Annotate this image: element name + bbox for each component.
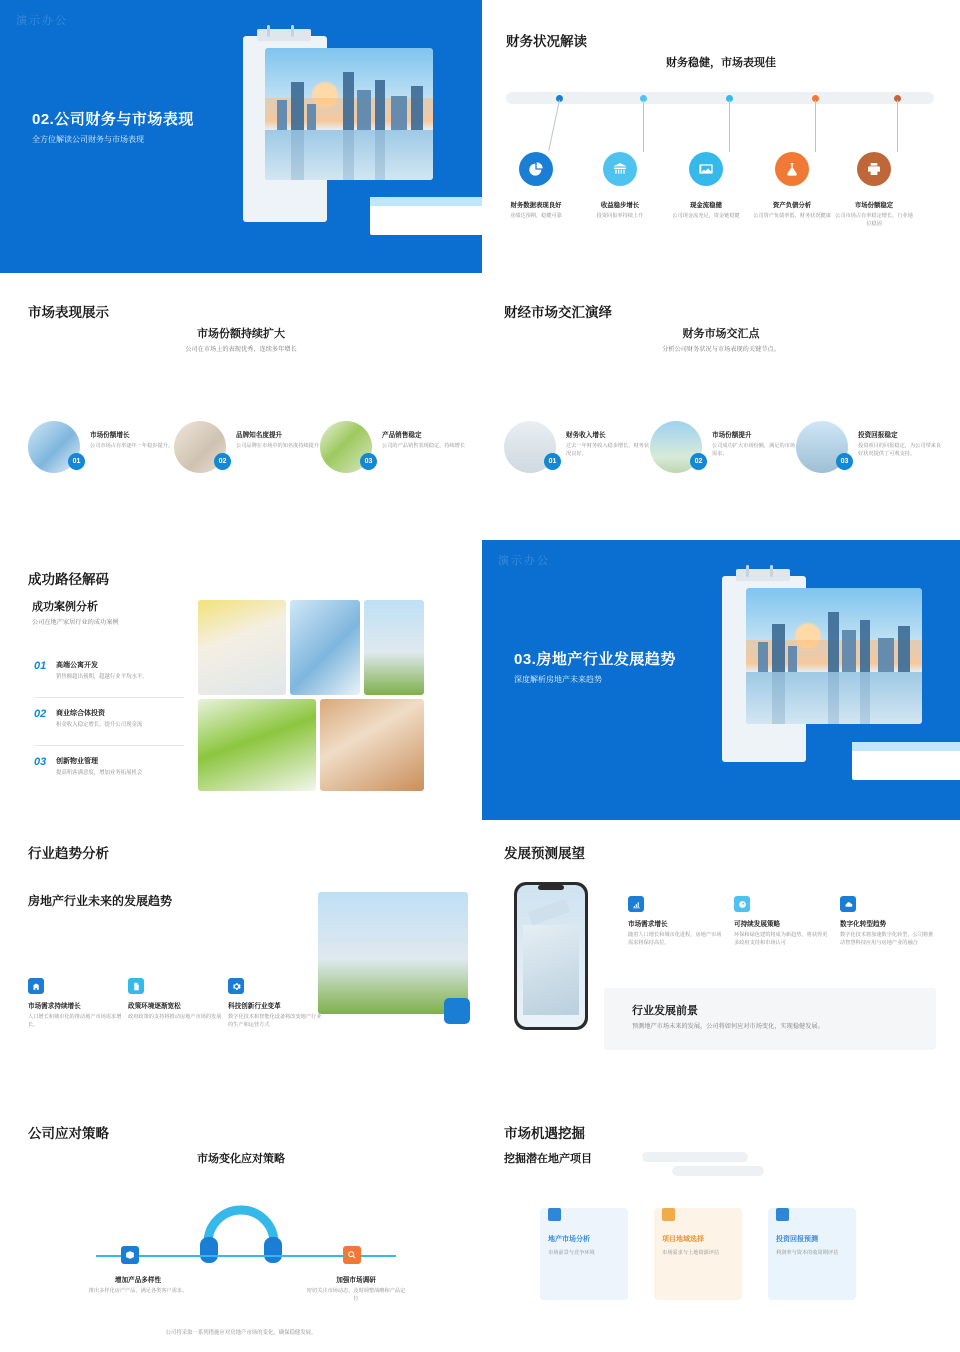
card-label: 项目地域选择 xyxy=(662,1236,704,1243)
item-label: 市场份额增长 xyxy=(90,432,130,439)
item-desc: 数字化技术将加速数字化转型，公司将推动智慧科技应用与房地产业的融合 xyxy=(840,932,934,947)
success-headline: 成功案例分析 xyxy=(32,601,98,613)
slide-market xyxy=(0,273,482,540)
card-desc: 市场需求与土地资源评估 xyxy=(662,1250,720,1256)
item-label: 增加产品多样性 xyxy=(114,1277,162,1284)
item-label: 市场需求持续增长 xyxy=(28,1003,81,1010)
row-label: 创新物业管理 xyxy=(56,758,98,765)
item-label: 品牌知名度提升 xyxy=(236,432,283,439)
chart-up-icon[interactable] xyxy=(628,896,644,912)
page-subtitle: 全方位解读公司财务与市场表现 xyxy=(32,135,144,144)
success-row xyxy=(34,756,184,777)
item-desc: 投资项目的回报稳定，为公司带来良好状况提供了可观支持。 xyxy=(858,443,942,458)
item-label: 财务收入增长 xyxy=(566,432,606,439)
item-label: 收益稳步增长 xyxy=(600,202,640,209)
market-sub: 公司在市场上的表现优秀，连续多年增长 xyxy=(185,346,297,353)
strategy-note: 公司将采取一系列措施应对房地产市场的变化，确保稳健发展。 xyxy=(165,1330,317,1336)
item-label: 产品销售稳定 xyxy=(382,432,422,439)
slide-trend xyxy=(0,820,482,1090)
card-label: 投资回报预测 xyxy=(776,1236,818,1243)
item-desc: 数字化技术和智能化设备将改变地产行业的生产和运营方式 xyxy=(228,1014,322,1029)
item-label: 市场需求增长 xyxy=(628,921,668,928)
search-icon[interactable] xyxy=(343,1246,361,1264)
photo-roller xyxy=(198,699,316,791)
panel-sub: 预测地产市场未来的发展，公司将如何应对市场变化，实现稳健发展。 xyxy=(632,1023,824,1030)
success-row xyxy=(34,660,184,681)
slide-financial xyxy=(482,0,960,273)
item-label: 市场份额稳定 xyxy=(854,202,894,209)
photo-building xyxy=(364,600,424,695)
decor-square xyxy=(444,998,470,1024)
item-desc: 公司品牌在市场中的知名度持续提升 xyxy=(236,443,320,449)
row-label: 高端公寓开发 xyxy=(56,662,98,669)
city-photo xyxy=(746,588,922,724)
printer-icon[interactable] xyxy=(857,152,891,186)
phone-mockup xyxy=(514,882,588,1030)
row-desc: 租金收入稳定增长，提升公司现金流 xyxy=(56,722,143,728)
item-desc: 公司市场占有率逐年一年稳步提升。 xyxy=(90,443,174,449)
converge-headline: 财务市场交汇点 xyxy=(682,328,760,340)
item-desc: 环保和绿色建筑将成为新趋势，将获得更多政府支持和市场认可 xyxy=(734,932,828,947)
cloud-icon[interactable] xyxy=(840,896,856,912)
card-tab xyxy=(776,1208,789,1221)
section-title: 财务状况解读 xyxy=(506,34,587,49)
trend-photo xyxy=(318,892,468,1014)
slide-cover-02 xyxy=(0,0,482,273)
financial-item xyxy=(581,200,659,220)
opportunity-card[interactable] xyxy=(654,1208,742,1300)
bank-icon[interactable] xyxy=(603,152,637,186)
item-number: 02 xyxy=(690,453,707,470)
slide-opportunity xyxy=(482,1090,960,1352)
card-desc: 市场前景与竞争环境 xyxy=(548,1250,595,1256)
item-label: 投资回报稳定 xyxy=(858,432,898,439)
row-number: 02 xyxy=(34,708,47,720)
slide-success xyxy=(0,540,482,820)
item-desc: 人口增长和城市化的推动地产市场需求增长。 xyxy=(28,1014,122,1029)
flask-icon[interactable] xyxy=(775,152,809,186)
card-desc: 利润率与资本的收周期评估 xyxy=(776,1250,839,1256)
item-desc: 公司的产品销售表现稳定，持续增长 xyxy=(382,443,466,449)
item-desc: 密切关注市场动态，及时调整战略和产品定位 xyxy=(306,1288,406,1303)
section-title: 市场机遇挖掘 xyxy=(504,1126,585,1141)
gear-icon[interactable] xyxy=(228,978,244,994)
item-desc: 政府政策的支持将推动房地产市场的发展 xyxy=(128,1014,222,1020)
financial-headline: 财务稳健，市场表现佳 xyxy=(666,57,776,69)
market-headline: 市场份额持续扩大 xyxy=(197,328,285,340)
photo-spiral xyxy=(320,699,424,791)
item-desc: 随着人口增长和城市化进程，房地产市场需求将保持高位。 xyxy=(628,932,722,947)
item-label: 科技创新行业变革 xyxy=(228,1003,281,1010)
page-title: 03.房地产行业发展趋势 xyxy=(514,651,676,668)
card-tab xyxy=(548,1208,561,1221)
item-desc: 公司现金流充足，资金链稳健 xyxy=(672,213,740,219)
strategy-headline: 市场变化应对策略 xyxy=(197,1153,285,1165)
cover-caption-card xyxy=(852,742,960,780)
cover-photo-stack xyxy=(722,570,922,780)
row-label: 商业综合体投资 xyxy=(56,710,105,717)
item-label: 现金流稳健 xyxy=(690,202,722,209)
item-desc: 投资回报率持续上升 xyxy=(596,213,644,219)
row-number: 03 xyxy=(34,756,47,768)
page-subtitle: 深度解析房地产未来趋势 xyxy=(514,675,602,684)
financial-item xyxy=(667,200,745,220)
box-icon[interactable] xyxy=(121,1246,139,1264)
city-photo xyxy=(265,48,433,180)
decor-pill xyxy=(672,1166,764,1176)
item-number: 01 xyxy=(68,453,85,470)
decor-pill xyxy=(642,1152,748,1162)
slide-forecast xyxy=(482,820,960,1090)
item-label: 政策环境逐渐宽松 xyxy=(128,1003,181,1010)
item-label: 资产负债分析 xyxy=(772,202,812,209)
item-number: 03 xyxy=(360,453,377,470)
forecast-panel xyxy=(604,988,936,1050)
item-number: 03 xyxy=(836,453,853,470)
success-sub: 公司在地产家居行业的成功案例 xyxy=(32,619,119,626)
item-label: 数字化转型趋势 xyxy=(840,921,887,928)
item-desc: 公司成功扩大市场份额，满足的市场需求。 xyxy=(712,443,796,458)
section-title: 公司应对策略 xyxy=(28,1126,109,1141)
image-icon[interactable] xyxy=(689,152,723,186)
item-number: 02 xyxy=(214,453,231,470)
opportunity-headline: 挖掘潜在地产项目 xyxy=(504,1153,592,1165)
item-label: 可持续发展策略 xyxy=(734,921,781,928)
financial-item xyxy=(753,200,831,220)
item-desc: 公司资产负债率低，财务状况健康 xyxy=(753,213,831,219)
cover-text-block xyxy=(32,108,194,145)
trend-headline: 房地产行业未来的发展趋势 xyxy=(28,894,173,908)
item-label: 财务数据表现良好 xyxy=(510,202,562,209)
section-title: 市场表现展示 xyxy=(28,305,109,320)
item-label: 加强市场调研 xyxy=(336,1277,376,1284)
row-desc: 销售额超出预期，超越行业平均水平。 xyxy=(56,674,148,680)
item-number: 01 xyxy=(544,453,561,470)
financial-item xyxy=(497,200,575,220)
leaf-icon[interactable] xyxy=(734,896,750,912)
slide-strategy xyxy=(0,1090,482,1352)
page-title: 02.公司财务与市场表现 xyxy=(32,111,194,128)
panel-title: 行业发展前景 xyxy=(632,1005,698,1017)
section-title: 成功路径解码 xyxy=(28,572,109,587)
item-desc: 公司市场占有率稳定增长，行业地位稳固 xyxy=(835,213,913,228)
slide-converge xyxy=(482,273,960,540)
row-desc: 提高租客满意度，增加业务拓展机会 xyxy=(56,770,143,776)
financial-item xyxy=(835,200,913,228)
slide-cover-03 xyxy=(482,540,960,820)
section-title: 财经市场交汇演绎 xyxy=(504,305,612,320)
item-desc: 过去一年财务收入稳步增长，财务状况良好。 xyxy=(566,443,650,458)
cover-text-block xyxy=(514,648,676,685)
item-desc: 推出多样化房产产品，满足各类客户需求。 xyxy=(88,1288,188,1294)
photo-painter xyxy=(290,600,360,695)
converge-sub: 分析公司财务状况与市场表现的关键节点。 xyxy=(662,346,780,353)
opportunity-card[interactable] xyxy=(540,1208,628,1300)
success-row xyxy=(34,708,184,729)
doc-icon[interactable] xyxy=(128,978,144,994)
card-tab xyxy=(662,1208,675,1221)
section-title: 行业趋势分析 xyxy=(28,846,109,861)
chart-pie-icon[interactable] xyxy=(519,152,553,186)
row-number: 01 xyxy=(34,660,47,672)
section-title: 发展预测展望 xyxy=(504,846,585,861)
building-icon[interactable] xyxy=(28,978,44,994)
photo-wall xyxy=(198,600,286,695)
cover-caption-card xyxy=(370,197,482,235)
opportunity-card[interactable] xyxy=(768,1208,856,1300)
item-desc: 业绩达预期，稳健可靠 xyxy=(510,213,562,219)
cover-photo-stack xyxy=(243,30,433,230)
card-label: 地产市场分析 xyxy=(548,1236,590,1243)
watermark: 演示办公 xyxy=(498,555,550,567)
watermark: 演示办公 xyxy=(16,15,68,27)
item-label: 市场份额提升 xyxy=(712,432,752,439)
financial-track xyxy=(506,92,934,104)
